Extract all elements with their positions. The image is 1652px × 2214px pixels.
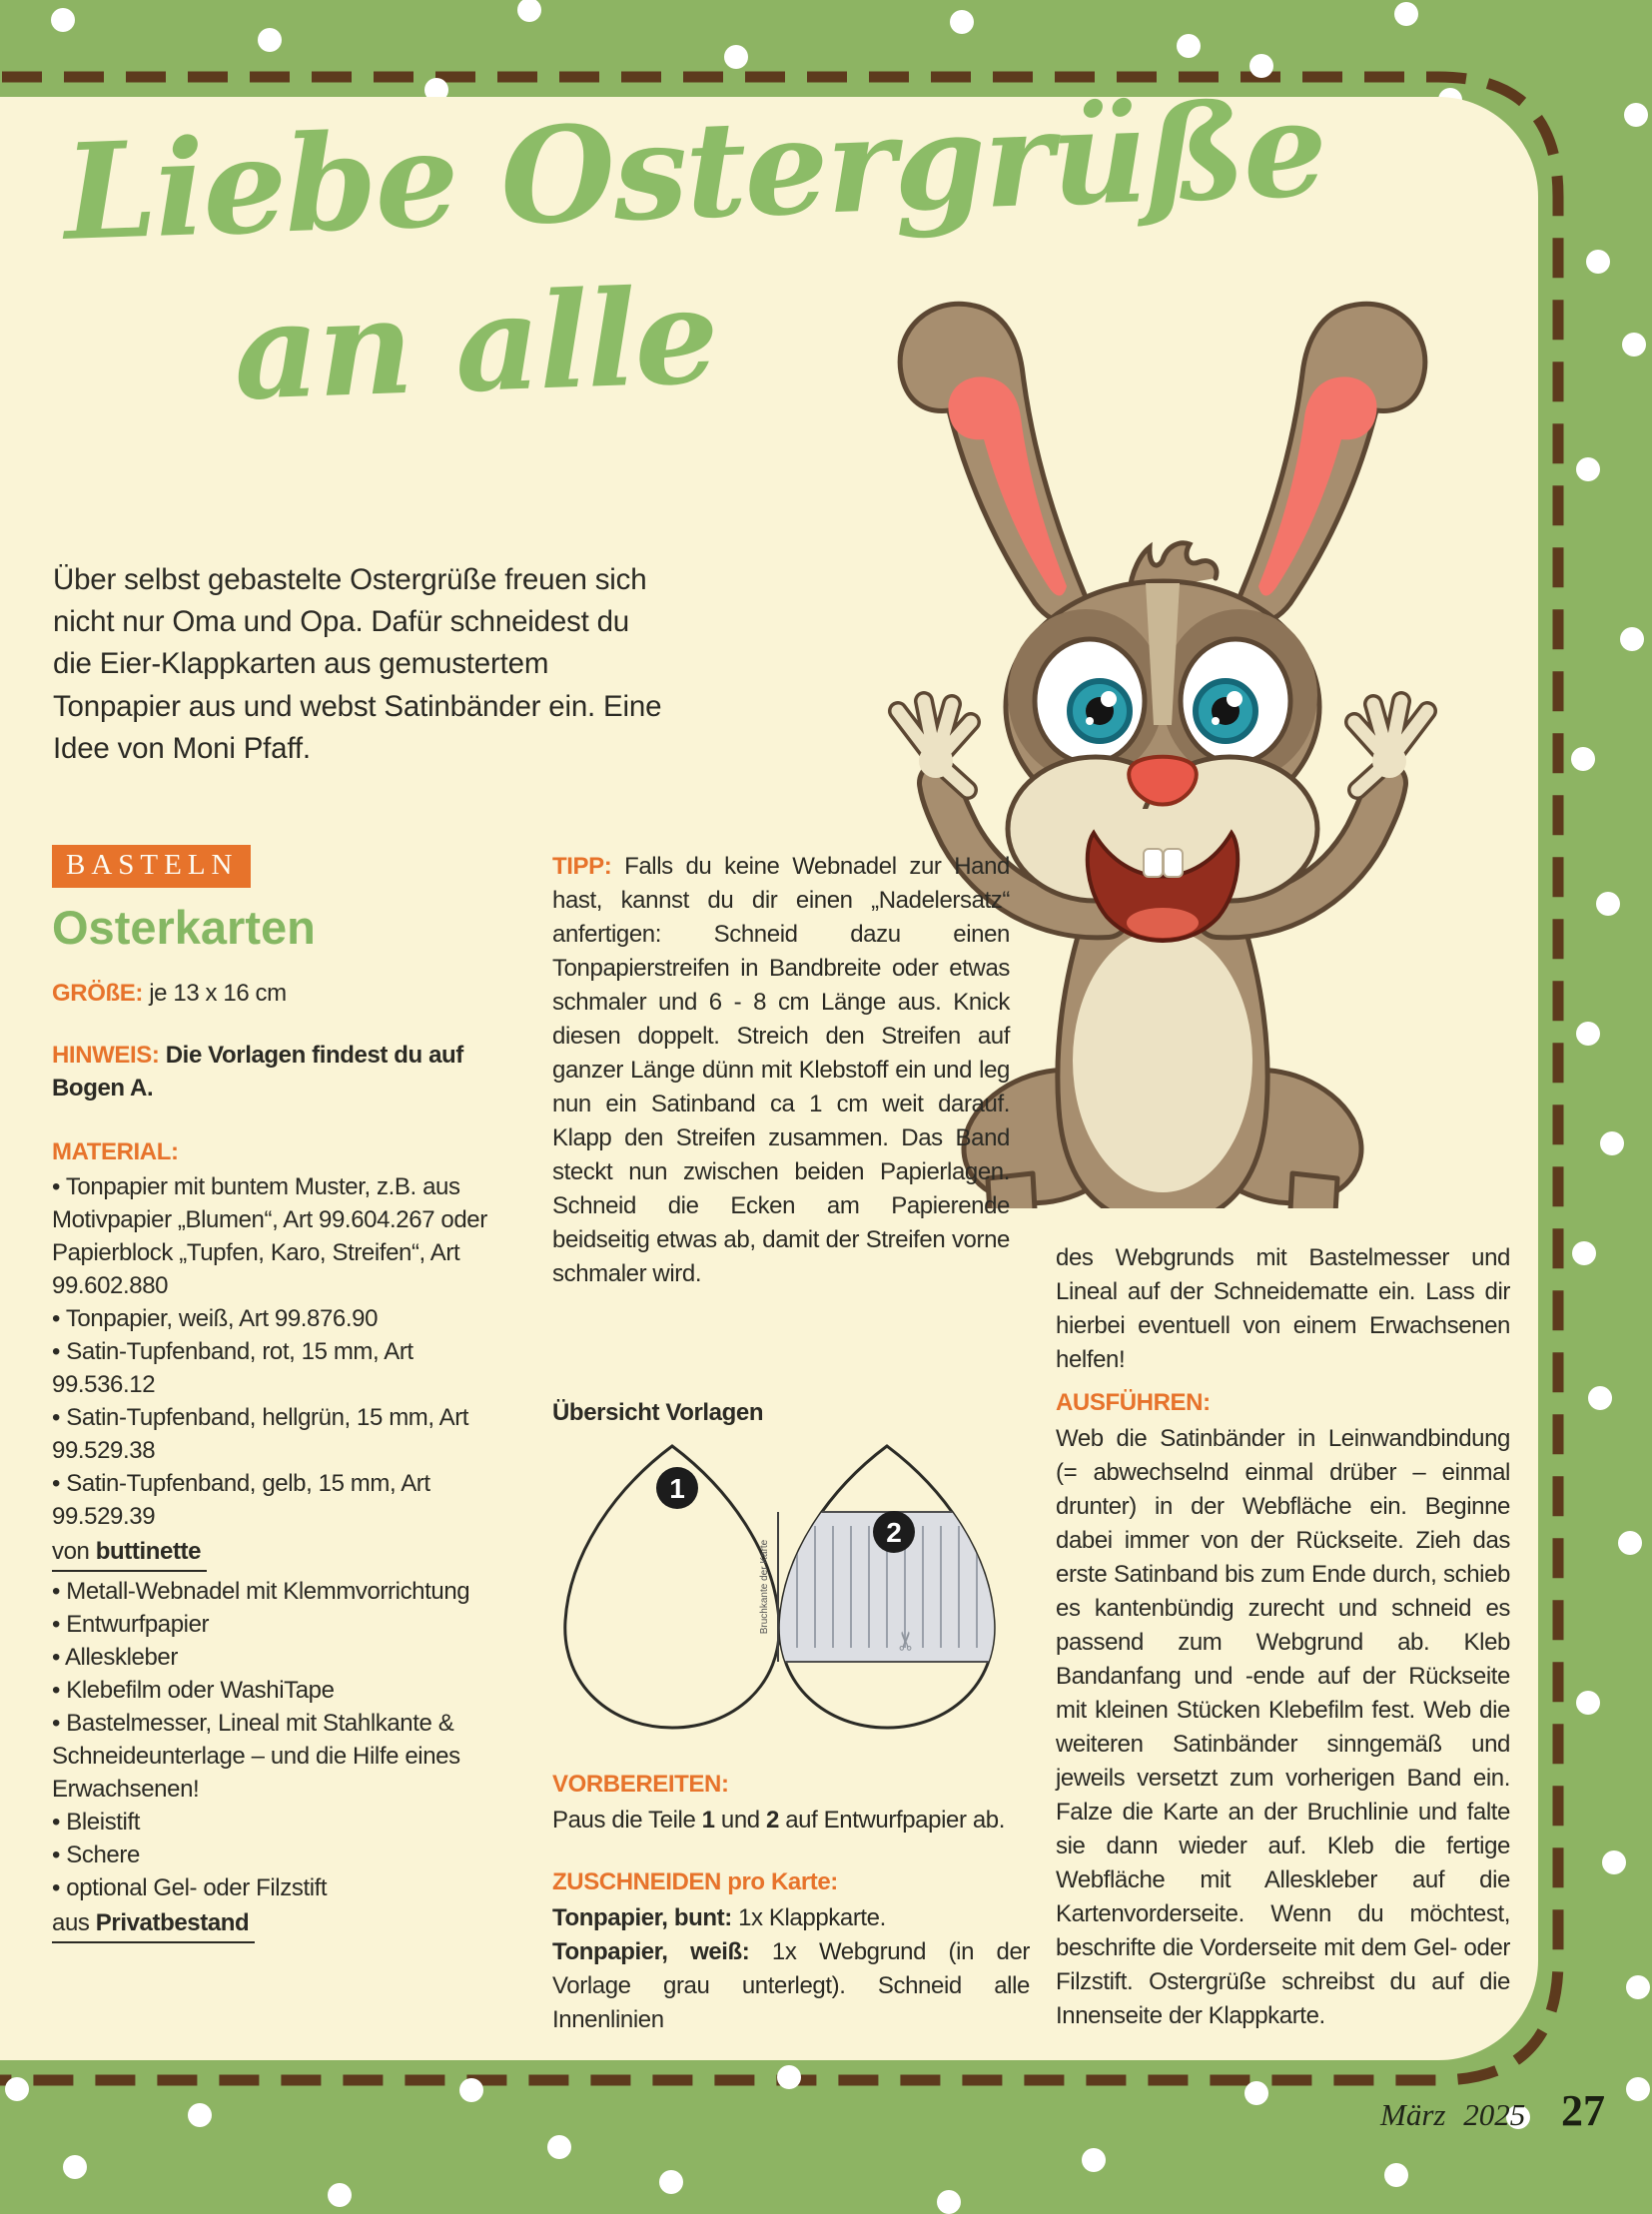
material-item: • Metall-Webnadel mit Klemmvorrichtung [52,1578,470,1605]
source-prefix: von [52,1538,90,1565]
left-column [52,845,505,1946]
execute-label: AUSFÜHREN: [1056,1389,1211,1416]
size-line [52,977,505,1010]
cutting-line2: Tonpapier, weiß: 1x Webgrund (in der Vorlage grau unterlegt). Schneid alle Innenlinien [552,1938,1030,2033]
material-item: • Bastelmesser, Lineal mit Stahlkante & Schneideunterlage – und die Hilfe eines Erwachsenen! [52,1710,460,1803]
templates-diagram [557,1436,1017,1736]
scissors-icon: ✂ [892,1630,922,1652]
material-item: • Entwurfpapier [52,1611,210,1638]
material-list-private [52,1575,505,1904]
size-label: GRÖßE: [52,980,143,1007]
prepare-label: VORBEREITEN: [552,1771,729,1798]
page-title-line2: an alle [231,259,719,430]
material-item: • Tonpapier, weiß, Art 99.876.90 [52,1305,379,1332]
cutting-section [552,1865,1030,2037]
templates-overview-heading: Übersicht Vorlagen [552,1399,764,1426]
note-label: HINWEIS: [52,1042,160,1069]
footer-date: März 2025 [1380,2097,1526,2132]
note-text: Die Vorlagen findest du auf Bogen A. [52,1042,463,1102]
execute-section [1056,1386,1510,2033]
tip-paragraph [552,850,1010,1291]
fold-edge-label: Bruchkante der Karte [759,1539,770,1635]
material-item: • Satin-Tupfenband, gelb, 15 mm, Art 99.529.39 [52,1470,430,1530]
material-item: • Bleistift [52,1809,141,1836]
intro-paragraph: Über selbst gebastelte Ostergrüße freuen sich nicht nur Oma und Opa. Dafür schneidest du die Eier-Klappkarten aus gemustertem Tonpapier aus und webst Satinbänder ein. Eine Idee von Moni Pfaff. [53,563,662,765]
svg-text:2: 2 [886,1517,902,1548]
tip-text: Falls du keine Webnadel zur Hand hast, kannst du dir einen „Nadelersatz“ anfertigen: Schneid dazu einen Tonpapierstreifen in Bandbreite oder etwas schmaler und 6 - 8 cm Länge aus. Knick diesen doppelt. Streich den Streifen auf ganzer Länge dünn mit Klebstoff ein und leg nun ein Satinband ca 1 cm weit darauf. Klapp den Streifen zusammen. Das Band steckt nun zwischen beiden Papierlagen. Schneid die Ecken am Papierende beidseitig etwas ab, damit der Streifen vorne schmaler wird. [552,853,1010,1287]
note-line [52,1039,505,1105]
material-list-buttinette [52,1170,505,1533]
material-source-private [52,1906,255,1943]
size-value: je 13 x 16 cm [149,980,287,1007]
step-badge-1 [656,1467,698,1509]
material-item: • Schere [52,1842,140,1868]
execute-text: Web die Satinbänder in Leinwandbindung (= abwechselnd einmal drüber – einmal drunter) in der Webfläche ein. Beginne dabei immer von der Rückseite. Zieh das erste Satinband bis zum Ende durch, schieb es kantenbündig zurecht und schneid es passend zum Webgrund ab. Kleb Bandanfang und -ende auf der Rückseite mit kleinen Stücken Klebefilm fest. Web die weiteren Satinbänder sinngemäß und jeweils versetzt zum vorherigen Band ein. Falze die Karte an der Bruchlinie und falte sie dann wieder auf. Kleb die fertige Webfläche mit Alleskleber auf die Kartenvorderseite. Wenn du möchtest, beschrifte die Vorderseite mit dem Gel- oder Filzstift. Ostergrüße schreibst du auf die Innenseite der Klappkarte. [1056,1425,1510,2029]
footer-page-number: 27 [1561,2086,1605,2135]
prepare-section [552,1768,1030,1838]
project-title: Osterkarten [52,901,316,954]
material-item: • Tonpapier mit buntem Muster, z.B. aus Motivpapier „Blumen“, Art 99.604.267 oder Papierblock „Tupfen, Karo, Streifen“, Art 99.602.880 [52,1173,487,1299]
svg-text:1: 1 [669,1473,685,1504]
material-item: • Satin-Tupfenband, hellgrün, 15 mm, Art 99.529.38 [52,1404,469,1464]
material-item: • Satin-Tupfenband, rot, 15 mm, Art 99.536.12 [52,1338,413,1398]
category-badge: BASTELN [52,845,251,888]
page-title-line1: Liebe Ostergrüße [61,71,1328,271]
step-badge-2 [873,1511,915,1553]
prepare-text: Paus die Teile 1 und 2 auf Entwurfpapier ab. [552,1807,1005,1834]
material-item: • optional Gel- oder Filzstift [52,1874,328,1901]
cutting-line1: Tonpapier, bunt: 1x Klappkarte. [552,1904,886,1931]
material-item: • Alleskleber [52,1644,178,1671]
material-item: • Klebefilm oder WashiTape [52,1677,335,1704]
source-prefix: aus [52,1909,90,1936]
cutting-label: ZUSCHNEIDEN pro Karte: [552,1868,838,1895]
tip-label: TIPP: [552,853,612,880]
cutting-continuation: des Webgrunds mit Bastelmesser und Lineal auf der Schneidematte ein. Lass dir hierbei eventuell von einem Erwachsenen helfen! [1056,1244,1510,1373]
material-source-buttinette [52,1535,207,1572]
source-name: buttinette [95,1538,202,1565]
source-name: Privatbestand [95,1909,250,1936]
material-label: MATERIAL: [52,1138,179,1165]
